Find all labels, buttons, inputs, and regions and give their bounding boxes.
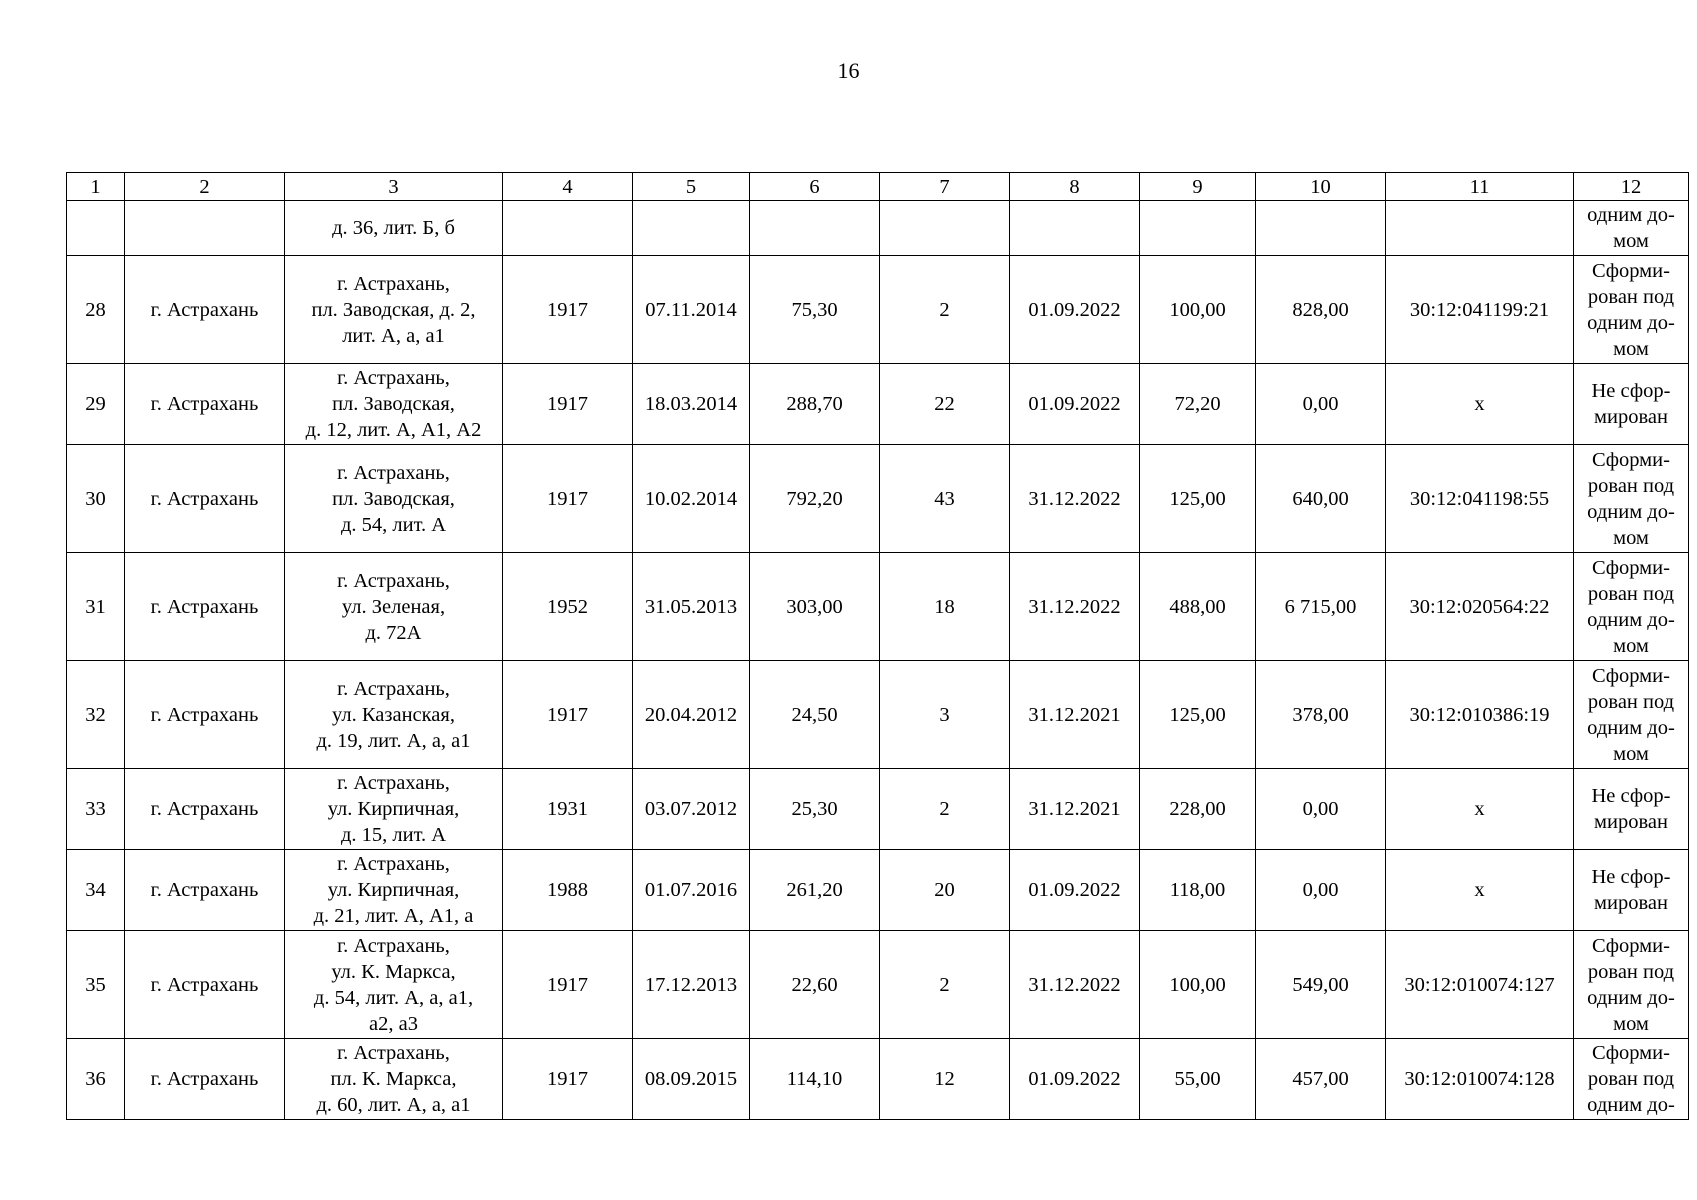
status-line: одним до-: [1587, 311, 1675, 334]
settlement-cell: г. Астрахань: [125, 850, 285, 931]
residents-cell: 2: [880, 931, 1010, 1039]
area-cell: 288,70: [750, 364, 880, 445]
address-line: г. Астрахань,: [337, 1042, 450, 1064]
resettlement-deadline-cell: 01.09.2022: [1010, 256, 1140, 364]
address-line: д. 19, лит. А, а, а1: [316, 729, 471, 752]
build-year-cell: 1988: [503, 850, 633, 931]
housing-registry-table: [66, 172, 1689, 1120]
resettlement-deadline-cell: 31.12.2022: [1010, 445, 1140, 553]
residents-cell: 3: [880, 661, 1010, 769]
status-line: одним до-: [1587, 986, 1675, 1009]
status-line: Сформи-: [1592, 556, 1670, 579]
cadastral-number-cell: 30:12:010074:127: [1386, 931, 1574, 1039]
address-cell: [285, 661, 503, 769]
column-header: 2: [125, 173, 285, 201]
status-line: мом: [1613, 230, 1649, 252]
emergency-date-cell: 07.11.2014: [633, 256, 750, 364]
address-line: ул. Зеленая,: [341, 595, 446, 618]
col10-value-cell: 0,00: [1256, 364, 1386, 445]
status-line: Сформи-: [1592, 448, 1670, 471]
area-cell: 792,20: [750, 445, 880, 553]
settlement-cell: г. Астрахань: [125, 661, 285, 769]
build-year-cell: 1917: [503, 931, 633, 1039]
address-line: пл. Заводская, д. 2,: [311, 298, 476, 321]
status-line: Не сфор-: [1591, 785, 1671, 807]
row-number-cell: 34: [67, 850, 125, 931]
status-line: мом: [1613, 742, 1649, 765]
status-line: мирован: [1594, 811, 1668, 833]
table-row: [67, 445, 1689, 553]
row-number-cell: 30: [67, 445, 125, 553]
column-header: 1: [67, 173, 125, 201]
resettlement-deadline-cell: 31.12.2021: [1010, 769, 1140, 850]
col9-value-cell: 100,00: [1140, 931, 1256, 1039]
build-year-cell: 1917: [503, 256, 633, 364]
land-status-cell: [1574, 553, 1689, 661]
address-line: лит. А, а, а1: [342, 324, 445, 347]
row-number-cell: 29: [67, 364, 125, 445]
address-line: ул. Кирпичная,: [327, 798, 460, 820]
residents-cell: 12: [880, 1039, 1010, 1120]
address-line: г. Астрахань,: [337, 677, 450, 700]
address-line: г. Астрахань,: [337, 569, 450, 592]
status-line: рован под: [1587, 960, 1675, 983]
column-header: 11: [1386, 173, 1574, 201]
address-line: ул. Кирпичная,: [327, 879, 460, 901]
emergency-date-cell: 20.04.2012: [633, 661, 750, 769]
status-line: рован под: [1587, 1068, 1675, 1090]
column-header: 8: [1010, 173, 1140, 201]
table-row: [67, 364, 1689, 445]
address-cell: [285, 201, 503, 256]
empty-cell: [1010, 201, 1140, 256]
address-cell: [285, 256, 503, 364]
cadastral-number-cell: х: [1386, 769, 1574, 850]
emergency-date-cell: 10.02.2014: [633, 445, 750, 553]
status-line: мом: [1613, 337, 1649, 360]
empty-cell: [633, 201, 750, 256]
status-line: одним до-: [1587, 716, 1675, 739]
build-year-cell: 1952: [503, 553, 633, 661]
settlement-cell: г. Астрахань: [125, 931, 285, 1039]
area-cell: 25,30: [750, 769, 880, 850]
empty-cell: [67, 201, 125, 256]
address-line: д. 72А: [365, 621, 422, 644]
column-header: 9: [1140, 173, 1256, 201]
emergency-date-cell: 01.07.2016: [633, 850, 750, 931]
settlement-cell: г. Астрахань: [125, 769, 285, 850]
empty-cell: [125, 201, 285, 256]
status-line: Не сфор-: [1591, 380, 1671, 402]
address-line: г. Астрахань,: [337, 934, 450, 957]
table-row: [67, 661, 1689, 769]
resettlement-deadline-cell: 01.09.2022: [1010, 364, 1140, 445]
col9-value-cell: 118,00: [1140, 850, 1256, 931]
residents-cell: 43: [880, 445, 1010, 553]
row-number-cell: 31: [67, 553, 125, 661]
table-row: [67, 1039, 1689, 1120]
row-number-cell: 28: [67, 256, 125, 364]
build-year-cell: 1931: [503, 769, 633, 850]
column-header: 7: [880, 173, 1010, 201]
address-line: ул. К. Маркса,: [331, 960, 456, 983]
address-cell: [285, 850, 503, 931]
land-status-cell: [1574, 445, 1689, 553]
address-line: д. 15, лит. А: [340, 824, 447, 846]
status-line: одним до-: [1587, 500, 1675, 523]
address-line: пл. К. Маркса,: [330, 1068, 457, 1090]
address-line: пл. Заводская,: [332, 393, 455, 415]
resettlement-deadline-cell: 31.12.2022: [1010, 931, 1140, 1039]
table-row: [67, 256, 1689, 364]
build-year-cell: 1917: [503, 364, 633, 445]
address-line: г. Астрахань,: [337, 367, 450, 389]
col9-value-cell: 55,00: [1140, 1039, 1256, 1120]
land-status-cell: [1574, 661, 1689, 769]
status-line: Сформи-: [1592, 664, 1670, 687]
table-row: [67, 769, 1689, 850]
cadastral-number-cell: 30:12:020564:22: [1386, 553, 1574, 661]
address-line: г. Астрахань,: [337, 461, 450, 484]
build-year-cell: 1917: [503, 1039, 633, 1120]
empty-cell: [750, 201, 880, 256]
col10-value-cell: 457,00: [1256, 1039, 1386, 1120]
area-cell: 75,30: [750, 256, 880, 364]
col10-value-cell: 0,00: [1256, 850, 1386, 931]
status-line: рован под: [1587, 474, 1675, 497]
build-year-cell: 1917: [503, 661, 633, 769]
address-line: г. Астрахань,: [337, 272, 450, 295]
table-row: [67, 931, 1689, 1039]
resettlement-deadline-cell: 31.12.2022: [1010, 553, 1140, 661]
address-line: г. Астрахань,: [337, 772, 450, 794]
col10-value-cell: 640,00: [1256, 445, 1386, 553]
col10-value-cell: 378,00: [1256, 661, 1386, 769]
row-number-cell: 36: [67, 1039, 125, 1120]
emergency-date-cell: 31.05.2013: [633, 553, 750, 661]
address-cell: [285, 364, 503, 445]
status-line: одним до-: [1587, 204, 1675, 226]
col9-value-cell: 228,00: [1140, 769, 1256, 850]
column-header: 10: [1256, 173, 1386, 201]
cadastral-number-cell: 30:12:041198:55: [1386, 445, 1574, 553]
column-header: 4: [503, 173, 633, 201]
address-line: г. Астрахань,: [337, 853, 450, 875]
table-row: [67, 850, 1689, 931]
address-line: ул. Казанская,: [332, 703, 455, 726]
col9-value-cell: 72,20: [1140, 364, 1256, 445]
column-header: 12: [1574, 173, 1689, 201]
address-cell: [285, 445, 503, 553]
column-header: 3: [285, 173, 503, 201]
empty-cell: [503, 201, 633, 256]
emergency-date-cell: 08.09.2015: [633, 1039, 750, 1120]
settlement-cell: г. Астрахань: [125, 1039, 285, 1120]
empty-cell: [1386, 201, 1574, 256]
residents-cell: 22: [880, 364, 1010, 445]
status-line: одним до-: [1587, 1094, 1675, 1116]
settlement-cell: г. Астрахань: [125, 553, 285, 661]
settlement-cell: г. Астрахань: [125, 256, 285, 364]
status-line: мирован: [1594, 892, 1668, 914]
land-status-cell: [1574, 931, 1689, 1039]
status-line: мирован: [1594, 406, 1668, 428]
address-line: д. 54, лит. А: [340, 513, 447, 536]
cadastral-number-cell: х: [1386, 850, 1574, 931]
empty-cell: [1140, 201, 1256, 256]
status-line: мом: [1613, 634, 1649, 657]
row-number-cell: 32: [67, 661, 125, 769]
resettlement-deadline-cell: 01.09.2022: [1010, 850, 1140, 931]
status-line: рован под: [1587, 690, 1675, 713]
emergency-date-cell: 18.03.2014: [633, 364, 750, 445]
address-line: д. 12, лит. А, А1, А2: [305, 419, 482, 441]
address-cell: [285, 931, 503, 1039]
area-cell: 303,00: [750, 553, 880, 661]
area-cell: 261,20: [750, 850, 880, 931]
residents-cell: 20: [880, 850, 1010, 931]
resettlement-deadline-cell: 01.09.2022: [1010, 1039, 1140, 1120]
col10-value-cell: 6 715,00: [1256, 553, 1386, 661]
col10-value-cell: 549,00: [1256, 931, 1386, 1039]
resettlement-deadline-cell: 31.12.2021: [1010, 661, 1140, 769]
empty-cell: [1256, 201, 1386, 256]
status-line: Не сфор-: [1591, 866, 1671, 888]
land-status-cell: [1574, 364, 1689, 445]
col9-value-cell: 488,00: [1140, 553, 1256, 661]
address-line: д. 54, лит. А, а, а1,: [313, 986, 474, 1009]
status-line: Сформи-: [1592, 934, 1670, 957]
status-line: Сформи-: [1592, 1042, 1670, 1064]
settlement-cell: г. Астрахань: [125, 445, 285, 553]
address-cell: [285, 769, 503, 850]
status-line: рован под: [1587, 285, 1675, 308]
column-number-header-row: [67, 173, 1689, 201]
continuation-row: [67, 201, 1689, 256]
land-status-cell: [1574, 850, 1689, 931]
column-header: 6: [750, 173, 880, 201]
cadastral-number-cell: 30:12:010386:19: [1386, 661, 1574, 769]
address-cell: [285, 1039, 503, 1120]
status-line: одним до-: [1587, 608, 1675, 631]
settlement-cell: г. Астрахань: [125, 364, 285, 445]
address-line: пл. Заводская,: [332, 487, 455, 510]
land-status-cell: [1574, 256, 1689, 364]
land-status-cell: [1574, 1039, 1689, 1120]
area-cell: 22,60: [750, 931, 880, 1039]
land-status-cell: [1574, 201, 1689, 256]
address-line: д. 21, лит. А, А1, а: [313, 905, 474, 927]
residents-cell: 2: [880, 769, 1010, 850]
row-number-cell: 33: [67, 769, 125, 850]
page-number: 16: [837, 58, 860, 83]
empty-cell: [880, 201, 1010, 256]
col9-value-cell: 100,00: [1140, 256, 1256, 364]
land-status-cell: [1574, 769, 1689, 850]
column-header: 5: [633, 173, 750, 201]
col9-value-cell: 125,00: [1140, 661, 1256, 769]
residents-cell: 2: [880, 256, 1010, 364]
row-number-cell: 35: [67, 931, 125, 1039]
emergency-date-cell: 17.12.2013: [633, 931, 750, 1039]
status-line: мом: [1613, 526, 1649, 549]
address-line: д. 36, лит. Б, б: [332, 217, 455, 239]
address-line: а2, а3: [369, 1012, 418, 1035]
table-row: [67, 553, 1689, 661]
status-line: Сформи-: [1592, 259, 1670, 282]
emergency-date-cell: 03.07.2012: [633, 769, 750, 850]
col10-value-cell: 828,00: [1256, 256, 1386, 364]
col9-value-cell: 125,00: [1140, 445, 1256, 553]
cadastral-number-cell: х: [1386, 364, 1574, 445]
area-cell: 24,50: [750, 661, 880, 769]
residents-cell: 18: [880, 553, 1010, 661]
cadastral-number-cell: 30:12:010074:128: [1386, 1039, 1574, 1120]
address-cell: [285, 553, 503, 661]
cadastral-number-cell: 30:12:041199:21: [1386, 256, 1574, 364]
col10-value-cell: 0,00: [1256, 769, 1386, 850]
status-line: мом: [1613, 1012, 1649, 1035]
address-line: д. 60, лит. А, а, а1: [316, 1094, 471, 1116]
build-year-cell: 1917: [503, 445, 633, 553]
status-line: рован под: [1587, 582, 1675, 605]
area-cell: 114,10: [750, 1039, 880, 1120]
